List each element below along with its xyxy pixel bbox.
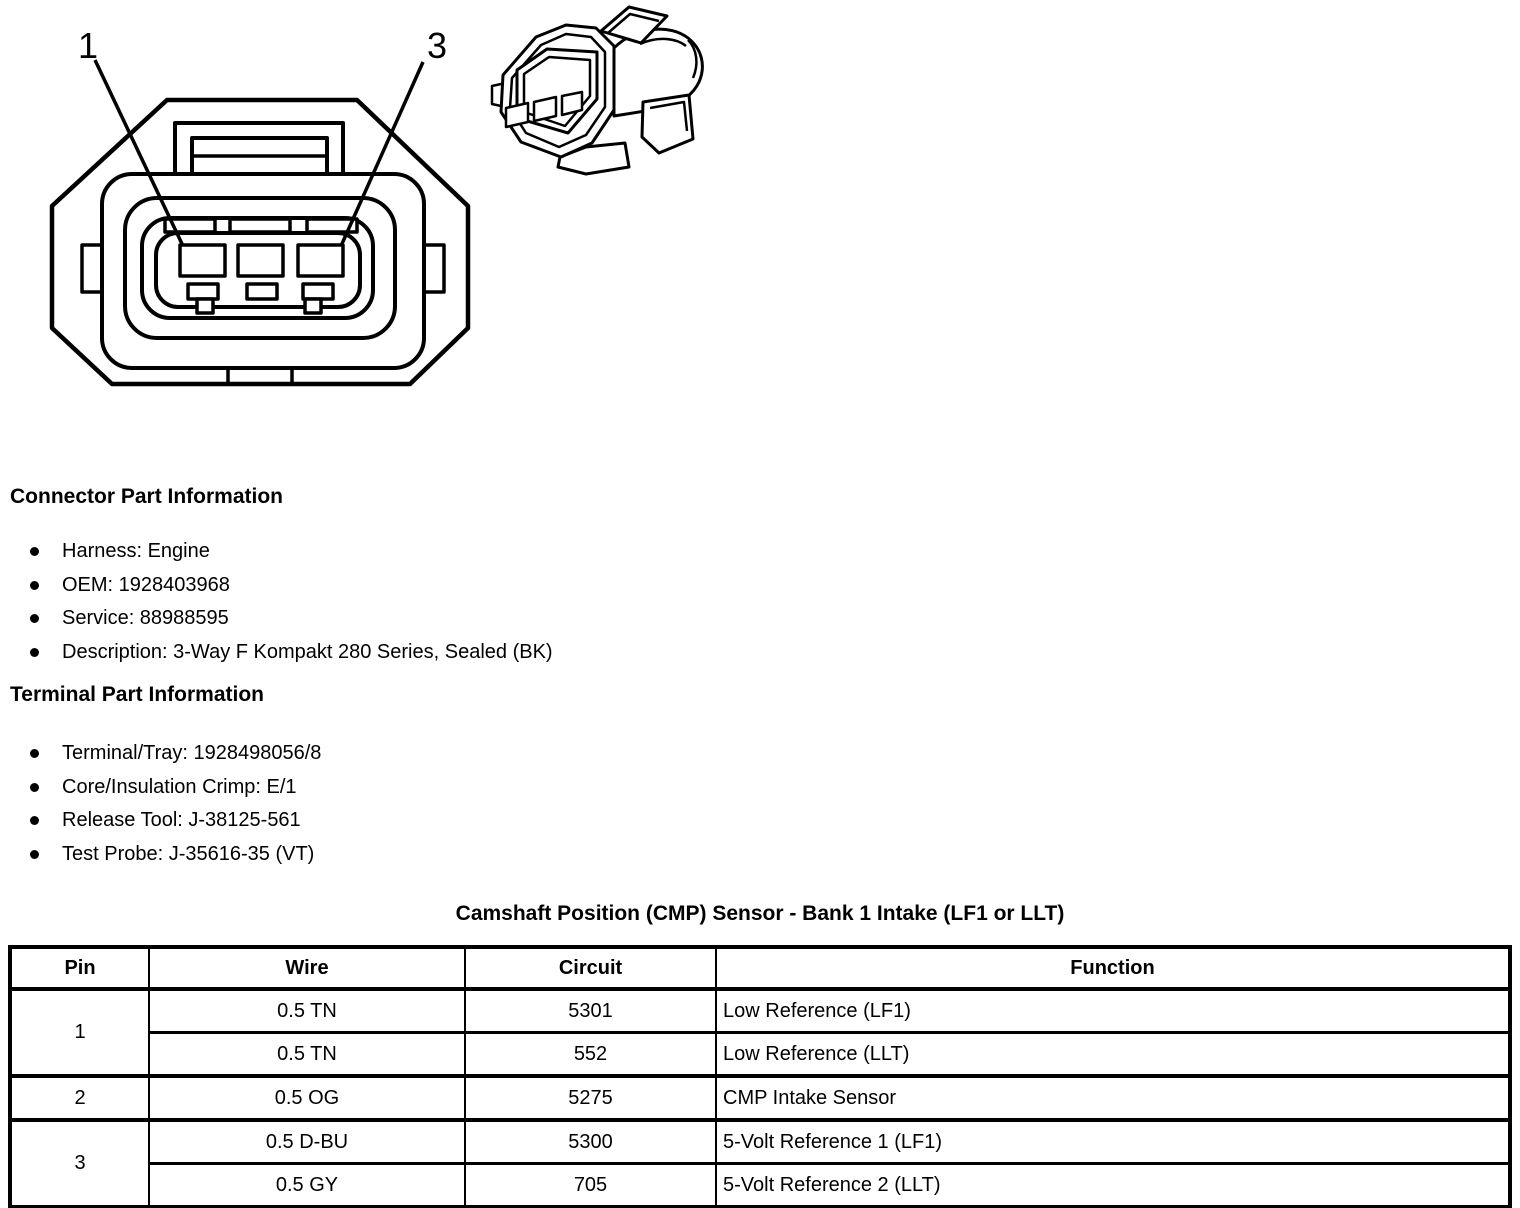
pin-cell: 3 [10, 1120, 149, 1207]
column-header-pin: Pin [10, 947, 149, 989]
terminal-part-info-list [28, 737, 321, 871]
pinout-table-title: Camshaft Position (CMP) Sensor - Bank 1 Intake (LF1 or LLT) [455, 902, 1065, 925]
wire-cell: 0.5 GY [149, 1164, 465, 1208]
table-row [10, 1033, 1510, 1077]
circuit-cell: 5275 [465, 1076, 716, 1120]
function-cell: 5-Volt Reference 1 (LF1) [716, 1120, 1510, 1164]
side-tab-left [82, 245, 103, 292]
terminal-part-info-heading: Terminal Part Information [10, 683, 264, 706]
circuit-cell: 5300 [465, 1120, 716, 1164]
bullet-icon [30, 850, 39, 859]
list-item-text: OEM: 1928403968 [62, 573, 230, 596]
list-item-text: Terminal/Tray: 1928498056/8 [62, 742, 322, 764]
table-header-row [10, 947, 1510, 989]
list-item-text: Description: 3-Way F Kompakt 280 Series, Sealed (BK) [62, 640, 553, 663]
pin-1-label: 1 [77, 25, 99, 66]
pin-cell: 1 [10, 989, 149, 1076]
circuit-cell: 5301 [465, 989, 716, 1033]
list-item-text: Test Probe: J-35616-35 (VT) [62, 842, 315, 865]
function-cell: Low Reference (LF1) [716, 989, 1510, 1033]
list-item [28, 636, 553, 670]
list-item [28, 737, 321, 771]
function-cell: CMP Intake Sensor [716, 1076, 1510, 1120]
wire-cell: 0.5 D-BU [149, 1120, 465, 1164]
list-item [28, 771, 321, 805]
list-item-text: Harness: Engine [62, 540, 210, 562]
list-item-text: Service: 88988595 [62, 607, 229, 629]
terminal-window [534, 97, 556, 121]
pin-cell: 2 [10, 1076, 149, 1120]
index-slot [230, 219, 290, 232]
list-item [28, 602, 553, 636]
function-cell: Low Reference (LLT) [716, 1033, 1510, 1077]
bullet-icon [30, 547, 39, 556]
function-cell: 5-Volt Reference 2 (LLT) [716, 1164, 1510, 1208]
terminal-window [506, 103, 528, 127]
terminal-cavity-1 [180, 245, 225, 276]
terminal-window [562, 92, 582, 115]
list-item [28, 535, 553, 569]
circuit-cell: 552 [465, 1033, 716, 1077]
list-item [28, 569, 553, 603]
bullet-icon [30, 648, 39, 657]
terminal-cavity-2 [238, 245, 283, 276]
column-header-circuit: Circuit [465, 947, 716, 989]
table-row [10, 1076, 1510, 1120]
list-item [28, 804, 321, 838]
bullet-icon [30, 614, 39, 623]
list-item-text: Core/Insulation Crimp: E/1 [62, 775, 297, 798]
pin-3-label: 3 [426, 25, 448, 66]
wire-cell: 0.5 TN [149, 989, 465, 1033]
bullet-icon [30, 816, 39, 825]
table-row [10, 989, 1510, 1033]
list-item-text: Release Tool: J-38125-561 [62, 809, 301, 831]
pinout-table [8, 945, 1512, 1208]
connector-diagram [0, 0, 760, 450]
column-header-wire: Wire [149, 947, 465, 989]
bullet-icon [30, 581, 39, 590]
list-item [28, 838, 321, 872]
connector-3d-view [492, 7, 702, 174]
side-tab-right [423, 245, 444, 292]
connector-face-view [52, 100, 468, 384]
circuit-cell: 705 [465, 1164, 716, 1208]
connector-part-info-heading: Connector Part Information [10, 485, 284, 508]
wire-cell: 0.5 TN [149, 1033, 465, 1077]
wire-cell: 0.5 OG [149, 1076, 465, 1120]
table-row [10, 1120, 1510, 1164]
bullet-icon [30, 783, 39, 792]
table-row [10, 1164, 1510, 1208]
column-header-function: Function [716, 947, 1510, 989]
bullet-icon [30, 749, 39, 758]
terminal-cavity-3 [298, 245, 343, 276]
connector-part-info-list [28, 535, 553, 669]
